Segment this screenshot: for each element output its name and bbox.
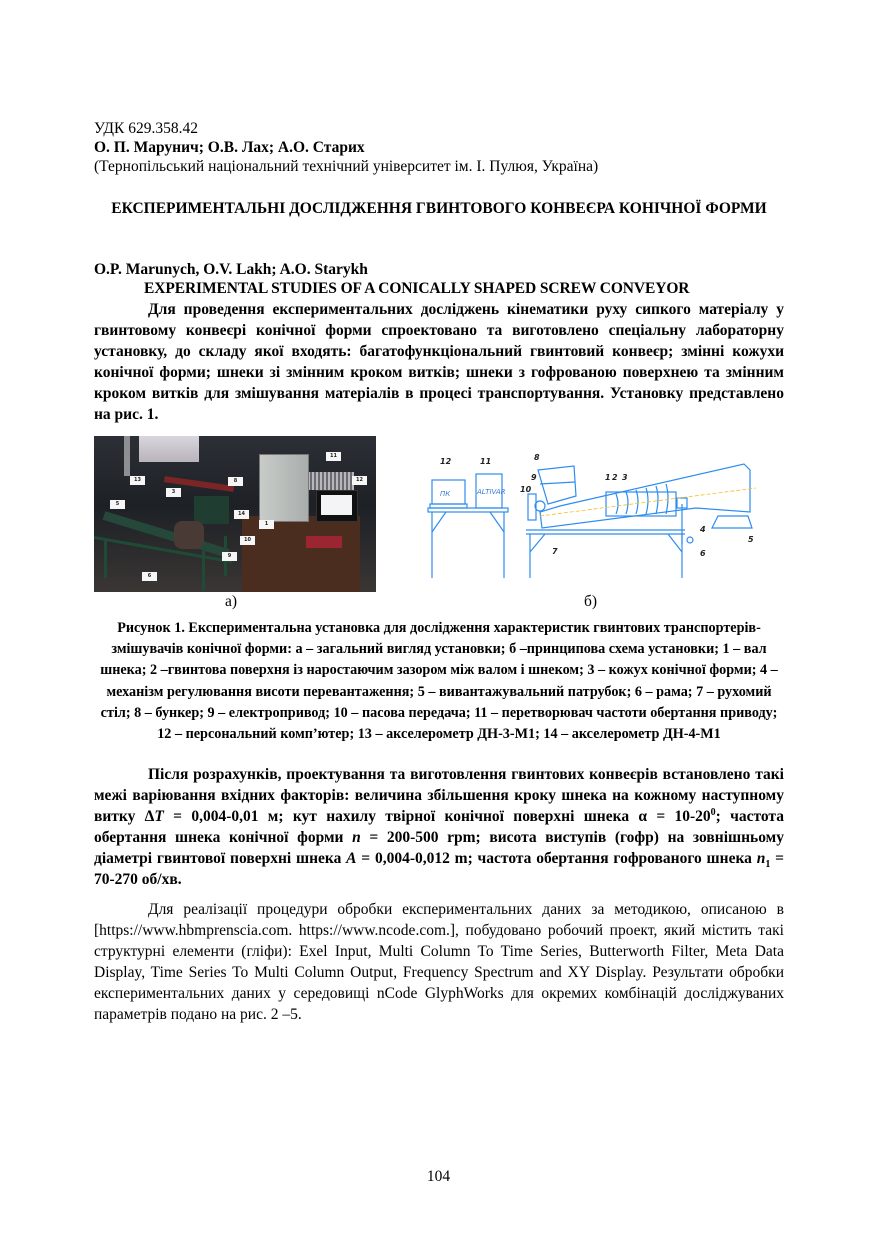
schematic-number: 8 — [534, 453, 540, 462]
paragraph-intro: Для проведення експериментальних досліджень кінематики руху сипкого матеріалу у гвинтовому конвеєрі конічної форми спроектовано та виготовлено спеціальну лабораторну установку, до складу якої входять: багатофункціональний гвинтовий конвеєр; змінні кожухи конічної форми; шнеки зі змінним кроком витків; шнеки з гофрованою поверхнею та змінним кроком витків для змішування матеріалів в процесі транспортування. Установку представлено на рис. 1. — [94, 301, 784, 423]
setup-photo — [94, 436, 376, 592]
schematic-number: 2 — [612, 473, 618, 482]
photo-tag: 11 — [326, 452, 341, 461]
schematic-hopper-line — [540, 482, 575, 484]
photo-tag: 14 — [234, 510, 249, 519]
figure-sublabel-a: а) — [225, 593, 238, 610]
schematic-number: 6 — [700, 549, 706, 558]
schematic-number: 12 — [440, 457, 452, 466]
text-run: = 0,004-0,012 m; частота обертання гофрованого шнека — [356, 850, 757, 867]
variable-a: A — [346, 850, 357, 867]
schematic-number: 11 — [480, 457, 492, 466]
schematic-number: 4 — [700, 525, 706, 534]
udk-code: УДК 629.358.42 — [94, 120, 198, 137]
title-english: EXPERIMENTAL STUDIES OF A CONICALLY SHAPED SCREW CONVEYOR — [144, 280, 690, 297]
photo-tag: 12 — [352, 476, 367, 485]
authors-ukrainian: О. П. Марунич; О.В. Лах; А.О. Старих — [94, 139, 365, 156]
paragraph-processing: Для реалізації процедури обробки експериментальних даних за методикою, описаною в [https://www.hbmprenscia.com. https://www.ncode.com.], побудовано робочий проект, який містить такі структурні елементи (гліфи): Exel Input, Multi Column To Time Series, Butterworth Filter, Meta Data Display, Time Series To Multi Column Output, Frequency Spectrum and XY Display. Результати обробки експериментальних даних у середовищі nCode GlyphWorks для окремих комбінацій досліджуваних параметрів подано на рис. 2 –5. — [94, 901, 784, 1023]
schematic-adjust-wheel — [687, 537, 693, 543]
photo-tag: 9 — [222, 552, 237, 561]
photo-frame-leg — [202, 551, 205, 591]
text-run: = 200-500 rpm; висота виступів (гофр) на зовнішньому діаметрі гвинтової поверхні шнека — [94, 829, 784, 867]
variable-n1: n — [756, 850, 766, 867]
photo-hopper — [194, 496, 229, 524]
photo-control-cabinet — [259, 454, 309, 522]
photo-tag: 10 — [240, 536, 255, 545]
schematic-left-table-brace — [432, 512, 446, 532]
paragraph-factors — [94, 764, 784, 890]
text-run: Після розрахунків, проектування та виготовлення гвинтових конвеєрів встановлено такі межі варіювання вхідних факторів: величина збільшення кроку шнека на кожному наступному витку Δ — [94, 766, 784, 825]
photo-tag: 5 — [110, 500, 125, 509]
photo-radiator — [308, 472, 354, 490]
schematic-number: 3 — [622, 473, 628, 482]
text-run: = 0,004-0,01 м; кут нахилу твірної конічної поверхні шнека α = 10-20 — [163, 808, 711, 825]
schematic-left-table-top — [428, 508, 508, 512]
authors-english: O.P. Marunych, O.V. Lakh; A.O. Starykh — [94, 261, 368, 278]
photo-tag: 13 — [130, 476, 145, 485]
page-number: 104 — [426, 1168, 451, 1185]
affiliation: (Тернопільський національний технічний університет ім. І. Пулюя, Україна) — [94, 158, 599, 175]
schematic-number: 7 — [552, 547, 558, 556]
text-run: = 70-270 об/хв. — [94, 850, 784, 888]
schematic-screw-flights — [616, 484, 668, 514]
setup-schematic — [410, 432, 790, 592]
degree-superscript: 0 — [710, 806, 716, 818]
figure-caption: Рисунок 1. Експериментальна установка для дослідження характеристик гвинтових транспортерів-змішувачів конічної форми: а – загальний вигляд установки; б –принципова схема установки; 1 – вал шнека; 2 –гвинтова поверхня із наростаючим зазором між валом і шнеком; 3 – кожух конічної форми; 4 – механізм регулювання висоти перевантаження; 5 – вивантажувальний патрубок; 6 – рама; 7 – рухомий стіл; 8 – бункер; 9 – електропривод; 10 – пасова передача; 11 – перетворювач частоти обертання приводу; 12 – персональний комп’ютер; 13 – акселерометр ДН-3-М1; 14 – акселерометр ДН-4-М1 — [100, 620, 778, 743]
schematic-outlet — [712, 516, 752, 528]
schematic-inverter-label: ALTIVAR — [477, 488, 506, 496]
schematic-number: 5 — [748, 535, 754, 544]
text-run: ; частота обертання шнека конічної форми — [94, 808, 784, 846]
variable-t: T — [154, 808, 164, 825]
schematic-right-table-brace — [530, 534, 545, 552]
photo-frame-leg — [104, 538, 107, 578]
schematic-number: 1 — [605, 473, 611, 482]
schematic-pc-base — [430, 504, 467, 508]
photo-laptop — [316, 490, 358, 522]
schematic-conical-housing — [540, 464, 750, 528]
subscript-one: 1 — [765, 859, 771, 871]
photo-window — [139, 436, 199, 462]
photo-tag: 3 — [166, 488, 181, 497]
schematic-pc-label: ПК — [440, 490, 451, 498]
photo-motor — [174, 521, 204, 549]
figure-sublabel-b: б) — [584, 593, 598, 610]
photo-red-box — [306, 536, 342, 548]
schematic-number: 10 — [520, 485, 532, 494]
laptop-screen — [321, 495, 352, 515]
photo-tag: 1 — [259, 520, 274, 529]
schematic-left-table-brace — [490, 512, 504, 532]
photo-tag: 6 — [142, 572, 157, 581]
title-ukrainian: ЕКСПЕРИМЕНТАЛЬНІ ДОСЛІДЖЕННЯ ГВИНТОВОГО КОНВЕЄРА КОНІЧНОЇ ФОРМИ — [111, 200, 767, 217]
photo-tag: 8 — [228, 477, 243, 486]
schematic-number: 9 — [531, 473, 537, 482]
photo-pipe — [124, 436, 130, 476]
schematic-right-table-brace — [668, 534, 682, 552]
variable-n: n — [352, 829, 361, 846]
schematic-hopper — [538, 466, 576, 504]
